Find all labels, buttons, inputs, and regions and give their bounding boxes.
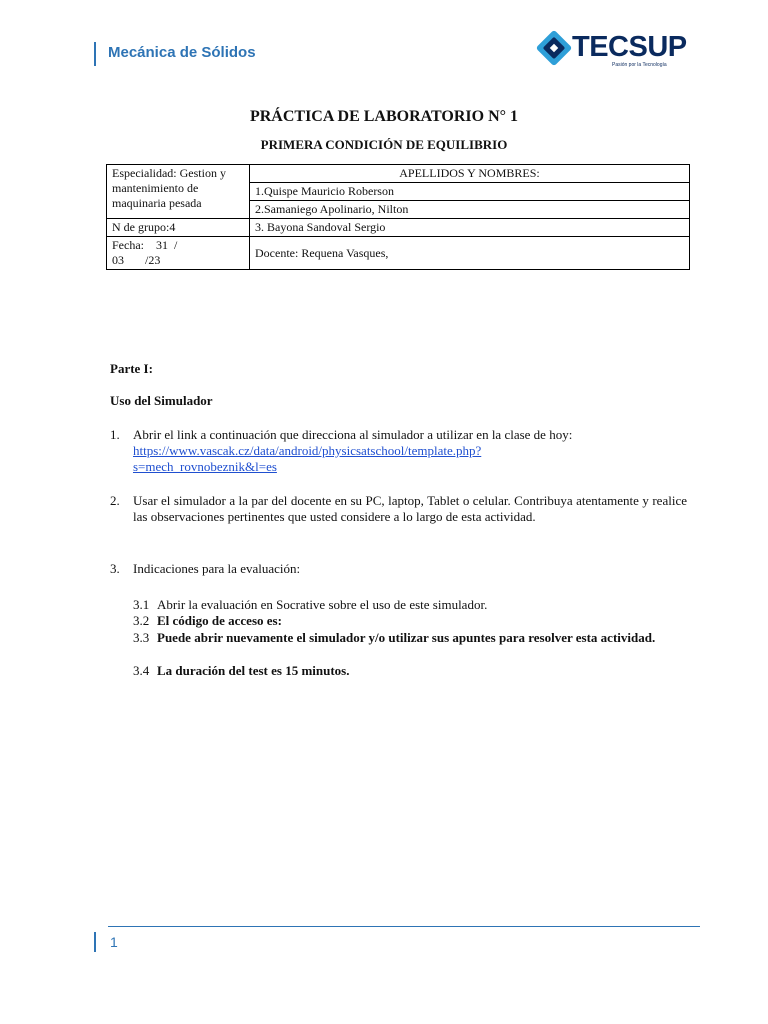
- footer-accent-bar: [94, 932, 96, 952]
- logo-tagline: Pasión por la Tecnología: [612, 62, 667, 68]
- subitem-number: 3.1: [133, 597, 150, 612]
- page-title: PRÁCTICA DE LABORATORIO N° 1: [249, 108, 519, 125]
- list-item-text: Abrir el link a continuación que direcciona al simulador a utilizar en la clase de hoy:: [133, 427, 573, 442]
- list-item-text: Usar el simulador a la par del docente en su PC, laptop, Tablet o celular. Contribuya atentamente y realice las observaciones pertinentes que usted considere a lo largo de esta actividad.: [133, 493, 687, 524]
- list-item-number: 2.: [110, 493, 120, 508]
- access-code-label: El código de acceso es:: [157, 613, 282, 628]
- member-2: 2.Samaniego Apolinario, Nilton: [250, 201, 690, 219]
- header-accent-bar: [94, 42, 96, 66]
- subitem-text: Abrir la evaluación en Socrative sobre el uso de este simulador.: [157, 597, 488, 612]
- course-title: Mecánica de Sólidos: [108, 44, 256, 61]
- member-1: 1.Quispe Mauricio Roberson: [250, 183, 690, 201]
- fecha-cell: Fecha: 31 / 03 /23: [107, 237, 250, 270]
- test-duration-text: La duración del test es 15 minutos.: [157, 663, 350, 678]
- part-heading: Parte I:: [110, 361, 153, 376]
- list-item-text: Indicaciones para la evaluación:: [133, 561, 301, 576]
- page-number: 1: [110, 934, 118, 950]
- list-item-number: 3.: [110, 561, 120, 576]
- subitem-number: 3.3: [133, 630, 150, 645]
- section-heading: Uso del Simulador: [110, 393, 213, 408]
- logo-wordmark: TECSUP: [572, 31, 687, 63]
- grupo-cell: N de grupo:4: [107, 219, 250, 237]
- list-item-number: 1.: [110, 427, 120, 442]
- student-info-table: [106, 164, 690, 270]
- apellidos-header: APELLIDOS Y NOMBRES:: [250, 165, 690, 183]
- subitem-text: Puede abrir nuevamente el simulador y/o utilizar sus apuntes para resolver esta actividad.: [157, 630, 656, 645]
- subitem-number: 3.4: [133, 663, 150, 678]
- footer-divider: [108, 926, 700, 927]
- simulator-link-line-1[interactable]: https://www.vascak.cz/data/android/physicsatschool/template.php?: [133, 443, 482, 458]
- docente-cell: Docente: Requena Vasques,: [250, 237, 690, 270]
- simulator-link[interactable]: [133, 443, 693, 475]
- subitem-number: 3.2: [133, 613, 150, 628]
- simulator-link-line-2[interactable]: s=mech_rovnobeznik&l=es: [133, 459, 277, 474]
- page-subtitle: PRIMERA CONDICIÓN DE EQUILIBRIO: [260, 137, 508, 152]
- member-3: 3. Bayona Sandoval Sergio: [250, 219, 690, 237]
- list-item: [133, 427, 693, 475]
- especialidad-cell: Especialidad: Gestion y mantenimiento de maquinaria pesada: [107, 165, 250, 219]
